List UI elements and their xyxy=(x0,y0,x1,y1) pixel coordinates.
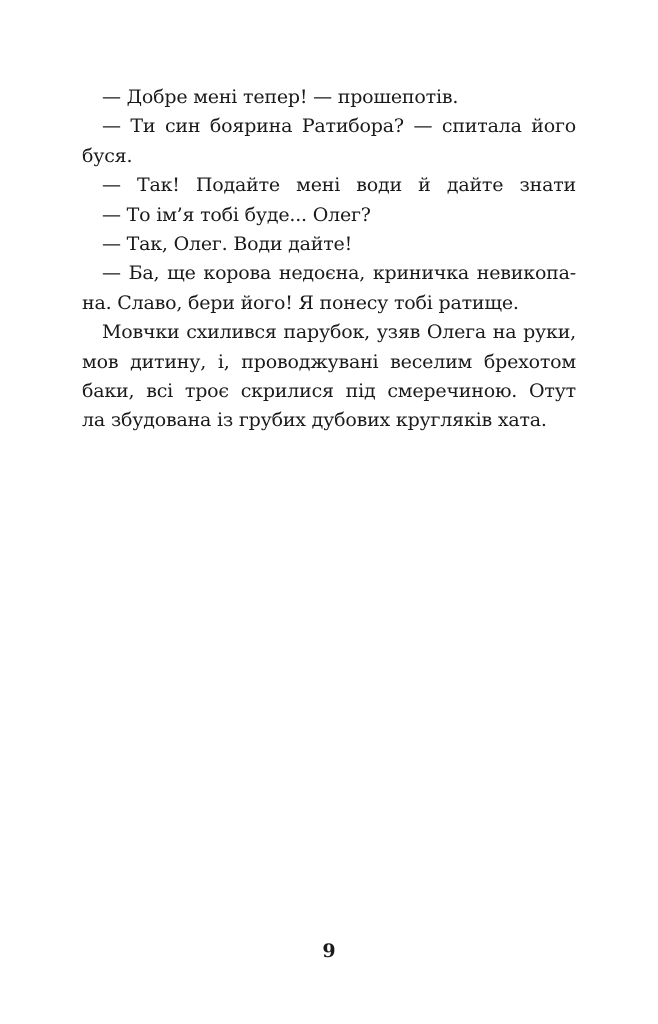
text-line: — Так! Подайте мені води й дайте знати xyxy=(102,174,576,197)
text-line: баки, всі троє скрилися під смеречиною. Отут xyxy=(82,379,576,402)
text-line: — То ім’я тобі буде... Олег? xyxy=(102,203,371,226)
text-line: мов дитину, і, проводжувані веселим брехотом xyxy=(82,350,576,373)
page-number: 9 xyxy=(322,940,336,962)
text-line: ла збудована із грубих дубових кругляків хата. xyxy=(82,409,547,432)
body-text xyxy=(82,83,576,436)
text-line: на. Славо, бери його! Я понесу тобі ратище. xyxy=(82,291,519,314)
text-line: Мовчки схилився парубок, узяв Олега на руки, xyxy=(102,321,576,344)
text-line: — Так, Олег. Води дайте! xyxy=(102,232,353,255)
text-line: буся. xyxy=(82,144,133,167)
text-line: — Ти син боярина Ратибора? — спитала його xyxy=(102,115,576,138)
text-line: — Добре мені тепер! — прошепотів. xyxy=(102,86,459,108)
text-line: — Ба, ще корова недоєна, криничка невикопа- xyxy=(102,262,576,285)
